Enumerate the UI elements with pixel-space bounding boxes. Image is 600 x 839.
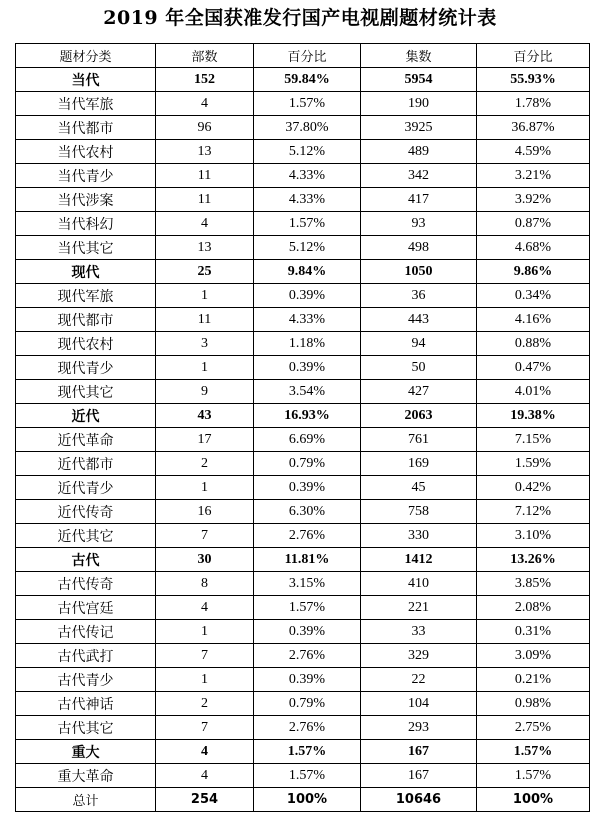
table-row [16,692,590,716]
table-row [16,284,590,308]
count-cell: 13 [156,236,254,260]
count-percent-cell: 2.76% [254,716,361,740]
episodes-cell: 50 [361,356,477,380]
count-cell: 7 [156,644,254,668]
episodes-cell: 761 [361,428,477,452]
episodes-cell: 104 [361,692,477,716]
count-cell: 1 [156,356,254,380]
count-cell: 13 [156,140,254,164]
category-cell: 近代其它 [16,524,156,548]
category-cell: 古代传奇 [16,572,156,596]
category-cell: 当代军旅 [16,92,156,116]
episodes-cell: 3925 [361,116,477,140]
table-title: 2019 年全国获准发行国产电视剧题材统计表 [103,7,497,29]
episodes-percent-cell: 9.86% [477,260,590,284]
episodes-percent-cell: 2.08% [477,596,590,620]
category-cell: 古代青少 [16,668,156,692]
count-cell: 4 [156,740,254,764]
category-cell: 近代 [16,404,156,428]
count-cell: 1 [156,284,254,308]
category-cell: 当代农村 [16,140,156,164]
count-cell: 2 [156,692,254,716]
episodes-cell: 417 [361,188,477,212]
count-percent-cell: 59.84% [254,68,361,92]
episodes-cell: 167 [361,764,477,788]
table-row [16,332,590,356]
table-row [16,596,590,620]
count-cell: 9 [156,380,254,404]
count-percent-cell: 0.39% [254,620,361,644]
count-percent-cell: 2.76% [254,644,361,668]
category-cell: 现代其它 [16,380,156,404]
episodes-percent-cell: 1.57% [477,764,590,788]
episodes-percent-cell: 4.59% [477,140,590,164]
count-percent-cell: 9.84% [254,260,361,284]
episodes-cell: 342 [361,164,477,188]
count-percent-cell: 0.39% [254,476,361,500]
table-row [16,500,590,524]
table-row [16,620,590,644]
table-row [16,716,590,740]
statistics-table [15,43,590,812]
episodes-percent-cell: 0.34% [477,284,590,308]
table-row [16,140,590,164]
category-cell: 当代涉案 [16,188,156,212]
count-cell: 17 [156,428,254,452]
count-cell: 254 [156,788,254,812]
count-cell: 30 [156,548,254,572]
count-cell: 3 [156,332,254,356]
table-row [16,524,590,548]
count-cell: 7 [156,716,254,740]
episodes-cell: 2063 [361,404,477,428]
category-cell: 近代青少 [16,476,156,500]
count-percent-cell: 1.57% [254,596,361,620]
count-percent-cell: 0.39% [254,284,361,308]
episodes-percent-cell: 7.12% [477,500,590,524]
table-row [16,644,590,668]
table-row [16,164,590,188]
count-percent-cell: 5.12% [254,140,361,164]
category-cell: 古代武打 [16,644,156,668]
table-row [16,452,590,476]
episodes-percent-cell: 0.47% [477,356,590,380]
count-percent-cell: 1.57% [254,92,361,116]
table-row [16,212,590,236]
episodes-cell: 410 [361,572,477,596]
count-percent-cell: 0.39% [254,356,361,380]
episodes-cell: 221 [361,596,477,620]
episodes-percent-cell: 1.78% [477,92,590,116]
episodes-cell: 10646 [361,788,477,812]
episodes-percent-cell: 55.93% [477,68,590,92]
episodes-cell: 33 [361,620,477,644]
category-cell: 现代 [16,260,156,284]
table-row [16,476,590,500]
count-cell: 43 [156,404,254,428]
table-row [16,356,590,380]
episodes-cell: 1412 [361,548,477,572]
count-cell: 16 [156,500,254,524]
category-cell: 现代军旅 [16,284,156,308]
count-percent-cell: 1.57% [254,764,361,788]
episodes-percent-cell: 13.26% [477,548,590,572]
table-body [16,68,590,812]
count-percent-cell: 3.54% [254,380,361,404]
episodes-percent-cell: 0.21% [477,668,590,692]
episodes-percent-cell: 4.16% [477,308,590,332]
count-cell: 7 [156,524,254,548]
episodes-percent-cell: 7.15% [477,428,590,452]
count-percent-cell: 0.79% [254,452,361,476]
count-cell: 152 [156,68,254,92]
episodes-percent-cell: 1.59% [477,452,590,476]
group-row [16,260,590,284]
category-cell: 近代都市 [16,452,156,476]
episodes-percent-cell: 100% [477,788,590,812]
episodes-percent-cell: 19.38% [477,404,590,428]
category-cell: 现代都市 [16,308,156,332]
count-percent-cell: 100% [254,788,361,812]
category-cell: 古代 [16,548,156,572]
count-cell: 96 [156,116,254,140]
episodes-percent-cell: 0.88% [477,332,590,356]
count-percent-cell: 0.39% [254,668,361,692]
count-cell: 4 [156,596,254,620]
count-percent-cell: 1.57% [254,212,361,236]
episodes-cell: 22 [361,668,477,692]
episodes-cell: 489 [361,140,477,164]
count-percent-cell: 4.33% [254,188,361,212]
count-percent-cell: 6.30% [254,500,361,524]
category-cell: 古代宫廷 [16,596,156,620]
episodes-cell: 443 [361,308,477,332]
episodes-percent-cell: 3.85% [477,572,590,596]
header-episodes: 集数 [361,44,477,68]
count-cell: 11 [156,188,254,212]
episodes-percent-cell: 2.75% [477,716,590,740]
episodes-percent-cell: 4.01% [477,380,590,404]
header-row [16,44,590,68]
category-cell: 当代科幻 [16,212,156,236]
table-row [16,308,590,332]
episodes-percent-cell: 0.31% [477,620,590,644]
count-percent-cell: 1.57% [254,740,361,764]
count-percent-cell: 11.81% [254,548,361,572]
header-category: 题材分类 [16,44,156,68]
count-cell: 11 [156,164,254,188]
category-cell: 当代其它 [16,236,156,260]
episodes-percent-cell: 0.42% [477,476,590,500]
table-row [16,188,590,212]
group-row [16,404,590,428]
episodes-percent-cell: 36.87% [477,116,590,140]
total-row [16,788,590,812]
episodes-cell: 94 [361,332,477,356]
count-cell: 4 [156,764,254,788]
count-percent-cell: 2.76% [254,524,361,548]
category-cell: 当代 [16,68,156,92]
category-cell: 现代农村 [16,332,156,356]
episodes-cell: 758 [361,500,477,524]
table-row [16,764,590,788]
table-row [16,380,590,404]
episodes-cell: 190 [361,92,477,116]
table-row [16,572,590,596]
table-row [16,668,590,692]
group-row [16,740,590,764]
header-count-percent: 百分比 [254,44,361,68]
count-cell: 11 [156,308,254,332]
count-percent-cell: 4.33% [254,308,361,332]
count-percent-cell: 16.93% [254,404,361,428]
episodes-cell: 93 [361,212,477,236]
count-percent-cell: 1.18% [254,332,361,356]
category-cell: 古代其它 [16,716,156,740]
episodes-cell: 330 [361,524,477,548]
episodes-percent-cell: 3.10% [477,524,590,548]
group-row [16,68,590,92]
header-count: 部数 [156,44,254,68]
category-cell: 重大 [16,740,156,764]
episodes-cell: 293 [361,716,477,740]
count-percent-cell: 5.12% [254,236,361,260]
category-cell: 古代传记 [16,620,156,644]
episodes-percent-cell: 3.92% [477,188,590,212]
table-row [16,92,590,116]
count-percent-cell: 3.15% [254,572,361,596]
category-cell: 近代革命 [16,428,156,452]
category-cell: 总计 [16,788,156,812]
episodes-percent-cell: 1.57% [477,740,590,764]
count-cell: 4 [156,92,254,116]
category-cell: 近代传奇 [16,500,156,524]
episodes-cell: 329 [361,644,477,668]
table-row [16,236,590,260]
count-percent-cell: 4.33% [254,164,361,188]
category-cell: 重大革命 [16,764,156,788]
table-row [16,116,590,140]
episodes-cell: 169 [361,452,477,476]
episodes-percent-cell: 3.21% [477,164,590,188]
table-row [16,428,590,452]
episodes-cell: 45 [361,476,477,500]
count-cell: 4 [156,212,254,236]
episodes-cell: 1050 [361,260,477,284]
episodes-cell: 36 [361,284,477,308]
category-cell: 现代青少 [16,356,156,380]
count-cell: 2 [156,452,254,476]
episodes-percent-cell: 0.98% [477,692,590,716]
episodes-percent-cell: 3.09% [477,644,590,668]
count-percent-cell: 0.79% [254,692,361,716]
category-cell: 古代神话 [16,692,156,716]
count-percent-cell: 6.69% [254,428,361,452]
count-cell: 1 [156,668,254,692]
group-row [16,548,590,572]
category-cell: 当代青少 [16,164,156,188]
count-cell: 25 [156,260,254,284]
episodes-cell: 427 [361,380,477,404]
count-cell: 8 [156,572,254,596]
count-cell: 1 [156,476,254,500]
episodes-cell: 5954 [361,68,477,92]
category-cell: 当代都市 [16,116,156,140]
episodes-cell: 167 [361,740,477,764]
count-percent-cell: 37.80% [254,116,361,140]
episodes-cell: 498 [361,236,477,260]
header-episodes-percent: 百分比 [477,44,590,68]
count-cell: 1 [156,620,254,644]
episodes-percent-cell: 4.68% [477,236,590,260]
episodes-percent-cell: 0.87% [477,212,590,236]
